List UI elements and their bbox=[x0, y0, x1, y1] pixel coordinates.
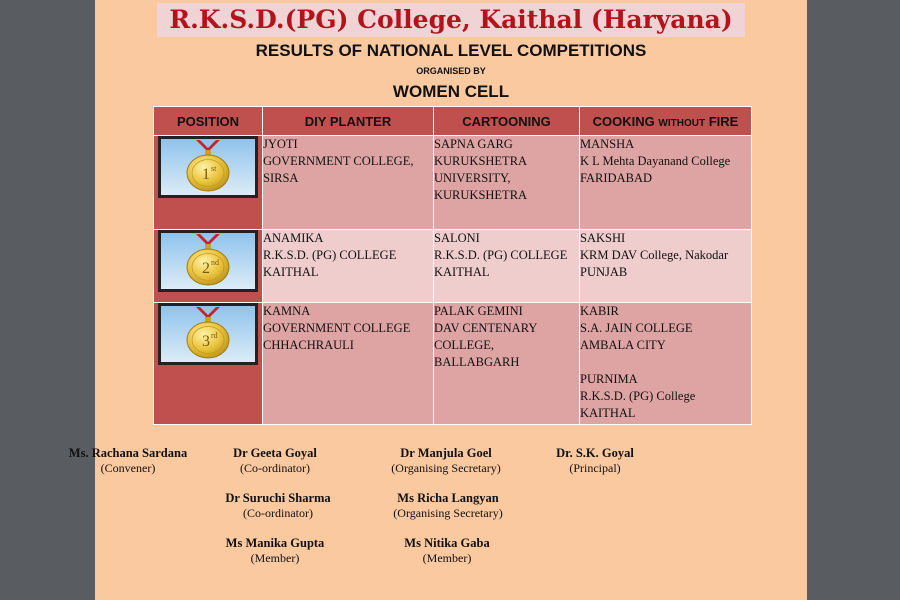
cell-line: PALAK GEMINI bbox=[434, 304, 523, 318]
signatory-name: Dr Suruchi Sharma bbox=[225, 491, 331, 505]
cell-line: AMBALA CITY bbox=[580, 338, 666, 352]
column-header-position: POSITION bbox=[154, 107, 263, 136]
results-title: RESULTS OF NATIONAL LEVEL COMPETITIONS bbox=[255, 41, 647, 60]
gold-medal-icon bbox=[158, 136, 258, 198]
signatory-role: (Member) bbox=[250, 551, 300, 565]
cell-line: BALLABGARH bbox=[434, 355, 520, 369]
cell-line: DAV CENTENARY bbox=[434, 321, 538, 335]
document-page bbox=[68, 0, 807, 600]
cell-line: R.K.S.D. (PG) College bbox=[580, 389, 696, 403]
gold-medal-icon bbox=[158, 230, 258, 292]
signatory-name: Ms Richa Langyan bbox=[397, 491, 499, 505]
organised-by-label: ORGANISED BY bbox=[416, 66, 486, 76]
table-row bbox=[154, 303, 752, 425]
signatory bbox=[556, 446, 634, 476]
college-title-banner: R.K.S.D.(PG) College, Kaithal (Haryana) bbox=[157, 3, 745, 37]
cell-line: KAITHAL bbox=[263, 265, 319, 279]
medal-number: 2 bbox=[202, 260, 210, 277]
cell-line: R.K.S.D. (PG) COLLEGE bbox=[263, 248, 397, 262]
results-table bbox=[153, 106, 752, 425]
signatory-name: Ms Manika Gupta bbox=[225, 536, 325, 550]
cooking-cell bbox=[580, 303, 752, 425]
position-cell bbox=[154, 230, 263, 303]
cell-line: ANAMIKA bbox=[263, 231, 324, 245]
table-row bbox=[154, 230, 752, 303]
medal-suffix: st bbox=[211, 164, 217, 173]
cell-line: GOVERNMENT COLLEGE bbox=[263, 321, 411, 335]
cell-line: K L Mehta Dayanand College bbox=[580, 154, 731, 168]
cell-line: MANSHA bbox=[580, 137, 635, 151]
cell-line: KAITHAL bbox=[580, 406, 636, 420]
cell-line: KURUKSHETRA bbox=[434, 188, 528, 202]
cartooning-cell bbox=[434, 230, 580, 303]
signatory-name: Dr. S.K. Goyal bbox=[556, 446, 634, 460]
cartooning-cell bbox=[434, 303, 580, 425]
cell-line: GOVERNMENT COLLEGE, bbox=[263, 154, 414, 168]
signatory-role: (Co-ordinator) bbox=[243, 506, 313, 520]
fire-label: FIRE bbox=[708, 113, 739, 129]
cartooning-cell bbox=[434, 136, 580, 230]
signatory-name: Ms. Rachana Sardana bbox=[68, 446, 188, 460]
diy-planter-cell bbox=[263, 230, 434, 303]
signatory-name: Ms Nitika Gaba bbox=[404, 536, 490, 550]
cell-line: COLLEGE, bbox=[434, 338, 495, 352]
signatory bbox=[226, 536, 325, 566]
signatory-role: (Convener) bbox=[100, 461, 156, 475]
table-header-row bbox=[154, 107, 752, 136]
signatory-role: (Co-ordinator) bbox=[240, 461, 310, 475]
cell-line: JYOTI bbox=[263, 137, 298, 151]
signatory-role: (Organising Secretary) bbox=[391, 461, 501, 475]
cell-line: KRM DAV College, Nakodar bbox=[580, 248, 729, 262]
medal-suffix: rd bbox=[211, 331, 218, 340]
cell-line: KURUKSHETRA bbox=[434, 154, 528, 168]
medal-number: 1 bbox=[202, 166, 210, 183]
column-header-cooking bbox=[580, 107, 752, 136]
cell-line: CHHACHRAULI bbox=[263, 338, 354, 352]
signatory-role: (Principal) bbox=[569, 461, 621, 475]
cell-line: R.K.S.D. (PG) COLLEGE bbox=[434, 248, 568, 262]
signatory bbox=[393, 491, 502, 521]
gold-medal-icon bbox=[158, 303, 258, 365]
cooking-label: COOKING bbox=[592, 113, 655, 129]
signatory bbox=[404, 536, 489, 566]
signatory-name: Dr Manjula Goel bbox=[400, 446, 492, 460]
position-cell bbox=[154, 136, 263, 230]
cooking-cell bbox=[580, 230, 752, 303]
without-label: WITHOUT bbox=[658, 117, 706, 129]
position-cell bbox=[154, 303, 263, 425]
medal-suffix: nd bbox=[211, 258, 219, 267]
column-header-cartooning: CARTOONING bbox=[434, 107, 580, 136]
signatory-name: Dr Geeta Goyal bbox=[233, 446, 317, 460]
column-header-diy-planter: DIY PLANTER bbox=[263, 107, 434, 136]
cooking-cell bbox=[580, 136, 752, 230]
cell-line: FARIDABAD bbox=[580, 171, 652, 185]
signatory-role: (Organising Secretary) bbox=[393, 506, 503, 520]
cell-line: SAKSHI bbox=[580, 231, 626, 245]
organiser-name: WOMEN CELL bbox=[392, 82, 510, 101]
cell-line: PUNJAB bbox=[580, 265, 628, 279]
table-row bbox=[154, 136, 752, 230]
signatory bbox=[225, 491, 330, 521]
signatory bbox=[69, 446, 187, 476]
cell-line: KAITHAL bbox=[434, 265, 490, 279]
signatory-role: (Member) bbox=[422, 551, 472, 565]
medal-number: 3 bbox=[202, 333, 210, 350]
cell-line: KABIR bbox=[580, 304, 619, 318]
cell-line: KAMNA bbox=[263, 304, 311, 318]
cell-line: UNIVERSITY, bbox=[434, 171, 511, 185]
cell-gap bbox=[580, 354, 751, 371]
signatory bbox=[233, 446, 317, 476]
diy-planter-cell bbox=[263, 303, 434, 425]
cell-line: PURNIMA bbox=[580, 372, 638, 386]
cell-line: SAPNA GARG bbox=[434, 137, 513, 151]
diy-planter-cell bbox=[263, 136, 434, 230]
cell-line: SALONI bbox=[434, 231, 480, 245]
cell-line: SIRSA bbox=[263, 171, 299, 185]
signatory bbox=[391, 446, 500, 476]
cell-line: S.A. JAIN COLLEGE bbox=[580, 321, 693, 335]
